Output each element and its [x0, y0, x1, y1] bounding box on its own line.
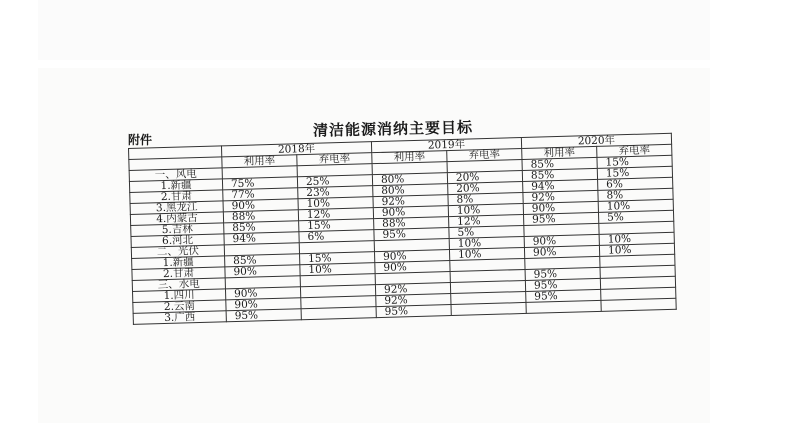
curtailment-rate-cell	[301, 307, 376, 320]
curtailment-rate-cell: 10%	[298, 197, 373, 210]
utilization-rate-cell: 80%	[373, 184, 448, 197]
header-curtailment-2018: 弃电率	[297, 153, 372, 166]
header-utilization-2019: 利用率	[372, 151, 447, 164]
row-region-name: 一、风电	[129, 168, 222, 182]
curtailment-rate-cell: 10%	[300, 263, 375, 276]
header-utilization-2018: 利用率	[222, 155, 297, 168]
utilization-rate-cell: 90%	[524, 245, 599, 258]
curtailment-rate-cell: 12%	[449, 214, 524, 227]
utilization-rate-cell: 90%	[375, 261, 450, 274]
curtailment-rate-cell: 20%	[447, 170, 522, 183]
row-region-name: 4.内蒙古	[130, 212, 223, 226]
header-year-2019: 2019年	[371, 138, 521, 153]
attachment-label: 附件	[128, 133, 153, 147]
curtailment-rate-cell: 8%	[448, 192, 523, 205]
utilization-rate-cell: 90%	[225, 265, 300, 278]
utilization-rate-cell: 88%	[374, 217, 449, 230]
curtailment-rate-cell: 6%	[598, 177, 673, 190]
utilization-rate-cell: 92%	[373, 195, 448, 208]
targets-table-wrapper	[128, 133, 677, 325]
curtailment-rate-cell: 12%	[298, 208, 373, 221]
utilization-rate-cell: 85%	[522, 157, 597, 170]
row-region-name: 3.黑龙江	[130, 201, 223, 215]
utilization-rate-cell: 80%	[372, 173, 447, 186]
curtailment-rate-cell: 15%	[300, 252, 375, 265]
utilization-rate-cell: 90%	[225, 287, 300, 300]
utilization-rate-cell: 88%	[223, 210, 298, 223]
utilization-rate-cell: 90%	[223, 199, 298, 212]
utilization-rate-cell: 90%	[373, 206, 448, 219]
utilization-rate-cell: 92%	[376, 294, 451, 307]
row-region-name: 5.吉林	[131, 223, 224, 237]
targets-table	[128, 133, 677, 325]
curtailment-rate-cell: 10%	[599, 243, 674, 256]
curtailment-rate-cell: 8%	[598, 188, 673, 201]
curtailment-rate-cell: 10%	[599, 232, 674, 245]
utilization-rate-cell: 95%	[376, 305, 451, 318]
utilization-rate-cell: 92%	[523, 190, 598, 203]
paper-top-edge	[38, 0, 710, 60]
curtailment-rate-cell: 6%	[299, 230, 374, 243]
utilization-rate-cell: 92%	[375, 283, 450, 296]
header-curtailment-2019: 弃电率	[447, 149, 522, 162]
curtailment-rate-cell: 10%	[598, 199, 673, 212]
curtailment-rate-cell: 15%	[299, 219, 374, 232]
curtailment-rate-cell: 20%	[448, 181, 523, 194]
utilization-rate-cell: 94%	[523, 179, 598, 192]
utilization-rate-cell: 75%	[222, 177, 297, 190]
utilization-rate-cell: 95%	[526, 289, 601, 302]
row-region-name: 1.新疆	[132, 256, 225, 270]
curtailment-rate-cell: 10%	[449, 236, 524, 249]
utilization-rate-cell: 95%	[524, 212, 599, 225]
curtailment-rate-cell: 5%	[449, 225, 524, 238]
header-utilization-2020: 利用率	[522, 146, 597, 159]
curtailment-rate-cell	[451, 302, 526, 315]
utilization-rate-cell: 85%	[522, 168, 597, 181]
paper-gap	[0, 60, 786, 68]
curtailment-rate-cell: 23%	[298, 186, 373, 199]
utilization-rate-cell: 95%	[374, 228, 449, 241]
utilization-rate-cell: 95%	[226, 309, 301, 322]
utilization-rate-cell: 94%	[224, 232, 299, 245]
row-region-name: 三、水电	[132, 278, 225, 292]
curtailment-rate-cell: 25%	[297, 175, 372, 188]
utilization-rate-cell: 85%	[224, 221, 299, 234]
row-region-name: 2.甘肃	[130, 190, 223, 204]
document-title: 清洁能源消纳主要目标	[312, 118, 474, 140]
curtailment-rate-cell: 15%	[597, 155, 672, 168]
row-region-name: 6.河北	[131, 234, 224, 248]
utilization-rate-cell: 85%	[225, 254, 300, 267]
row-region-name: 3.广西	[133, 311, 226, 325]
curtailment-rate-cell: 15%	[597, 166, 672, 179]
row-region-name: 2.云南	[133, 300, 226, 314]
utilization-rate-cell: 90%	[524, 234, 599, 247]
row-region-name: 二、光伏	[131, 245, 224, 259]
curtailment-rate-cell: 10%	[449, 247, 524, 260]
row-region-name: 2.甘肃	[132, 267, 225, 281]
utilization-rate-cell: 77%	[223, 188, 298, 201]
curtailment-rate-cell: 5%	[598, 210, 673, 223]
header-year-2018: 2018年	[221, 142, 371, 157]
utilization-rate-cell: 90%	[374, 250, 449, 263]
utilization-rate-cell: 95%	[525, 278, 600, 291]
row-region-name: 1.新疆	[129, 179, 222, 193]
curtailment-rate-cell	[601, 298, 676, 311]
utilization-rate-cell: 90%	[226, 298, 301, 311]
header-year-2020: 2020年	[521, 133, 671, 148]
utilization-rate-cell: 90%	[523, 201, 598, 214]
utilization-rate-cell: 95%	[525, 267, 600, 280]
curtailment-rate-cell: 10%	[448, 203, 523, 216]
header-curtailment-2020: 弃电率	[597, 144, 672, 157]
row-region-name: 1.四川	[133, 289, 226, 303]
